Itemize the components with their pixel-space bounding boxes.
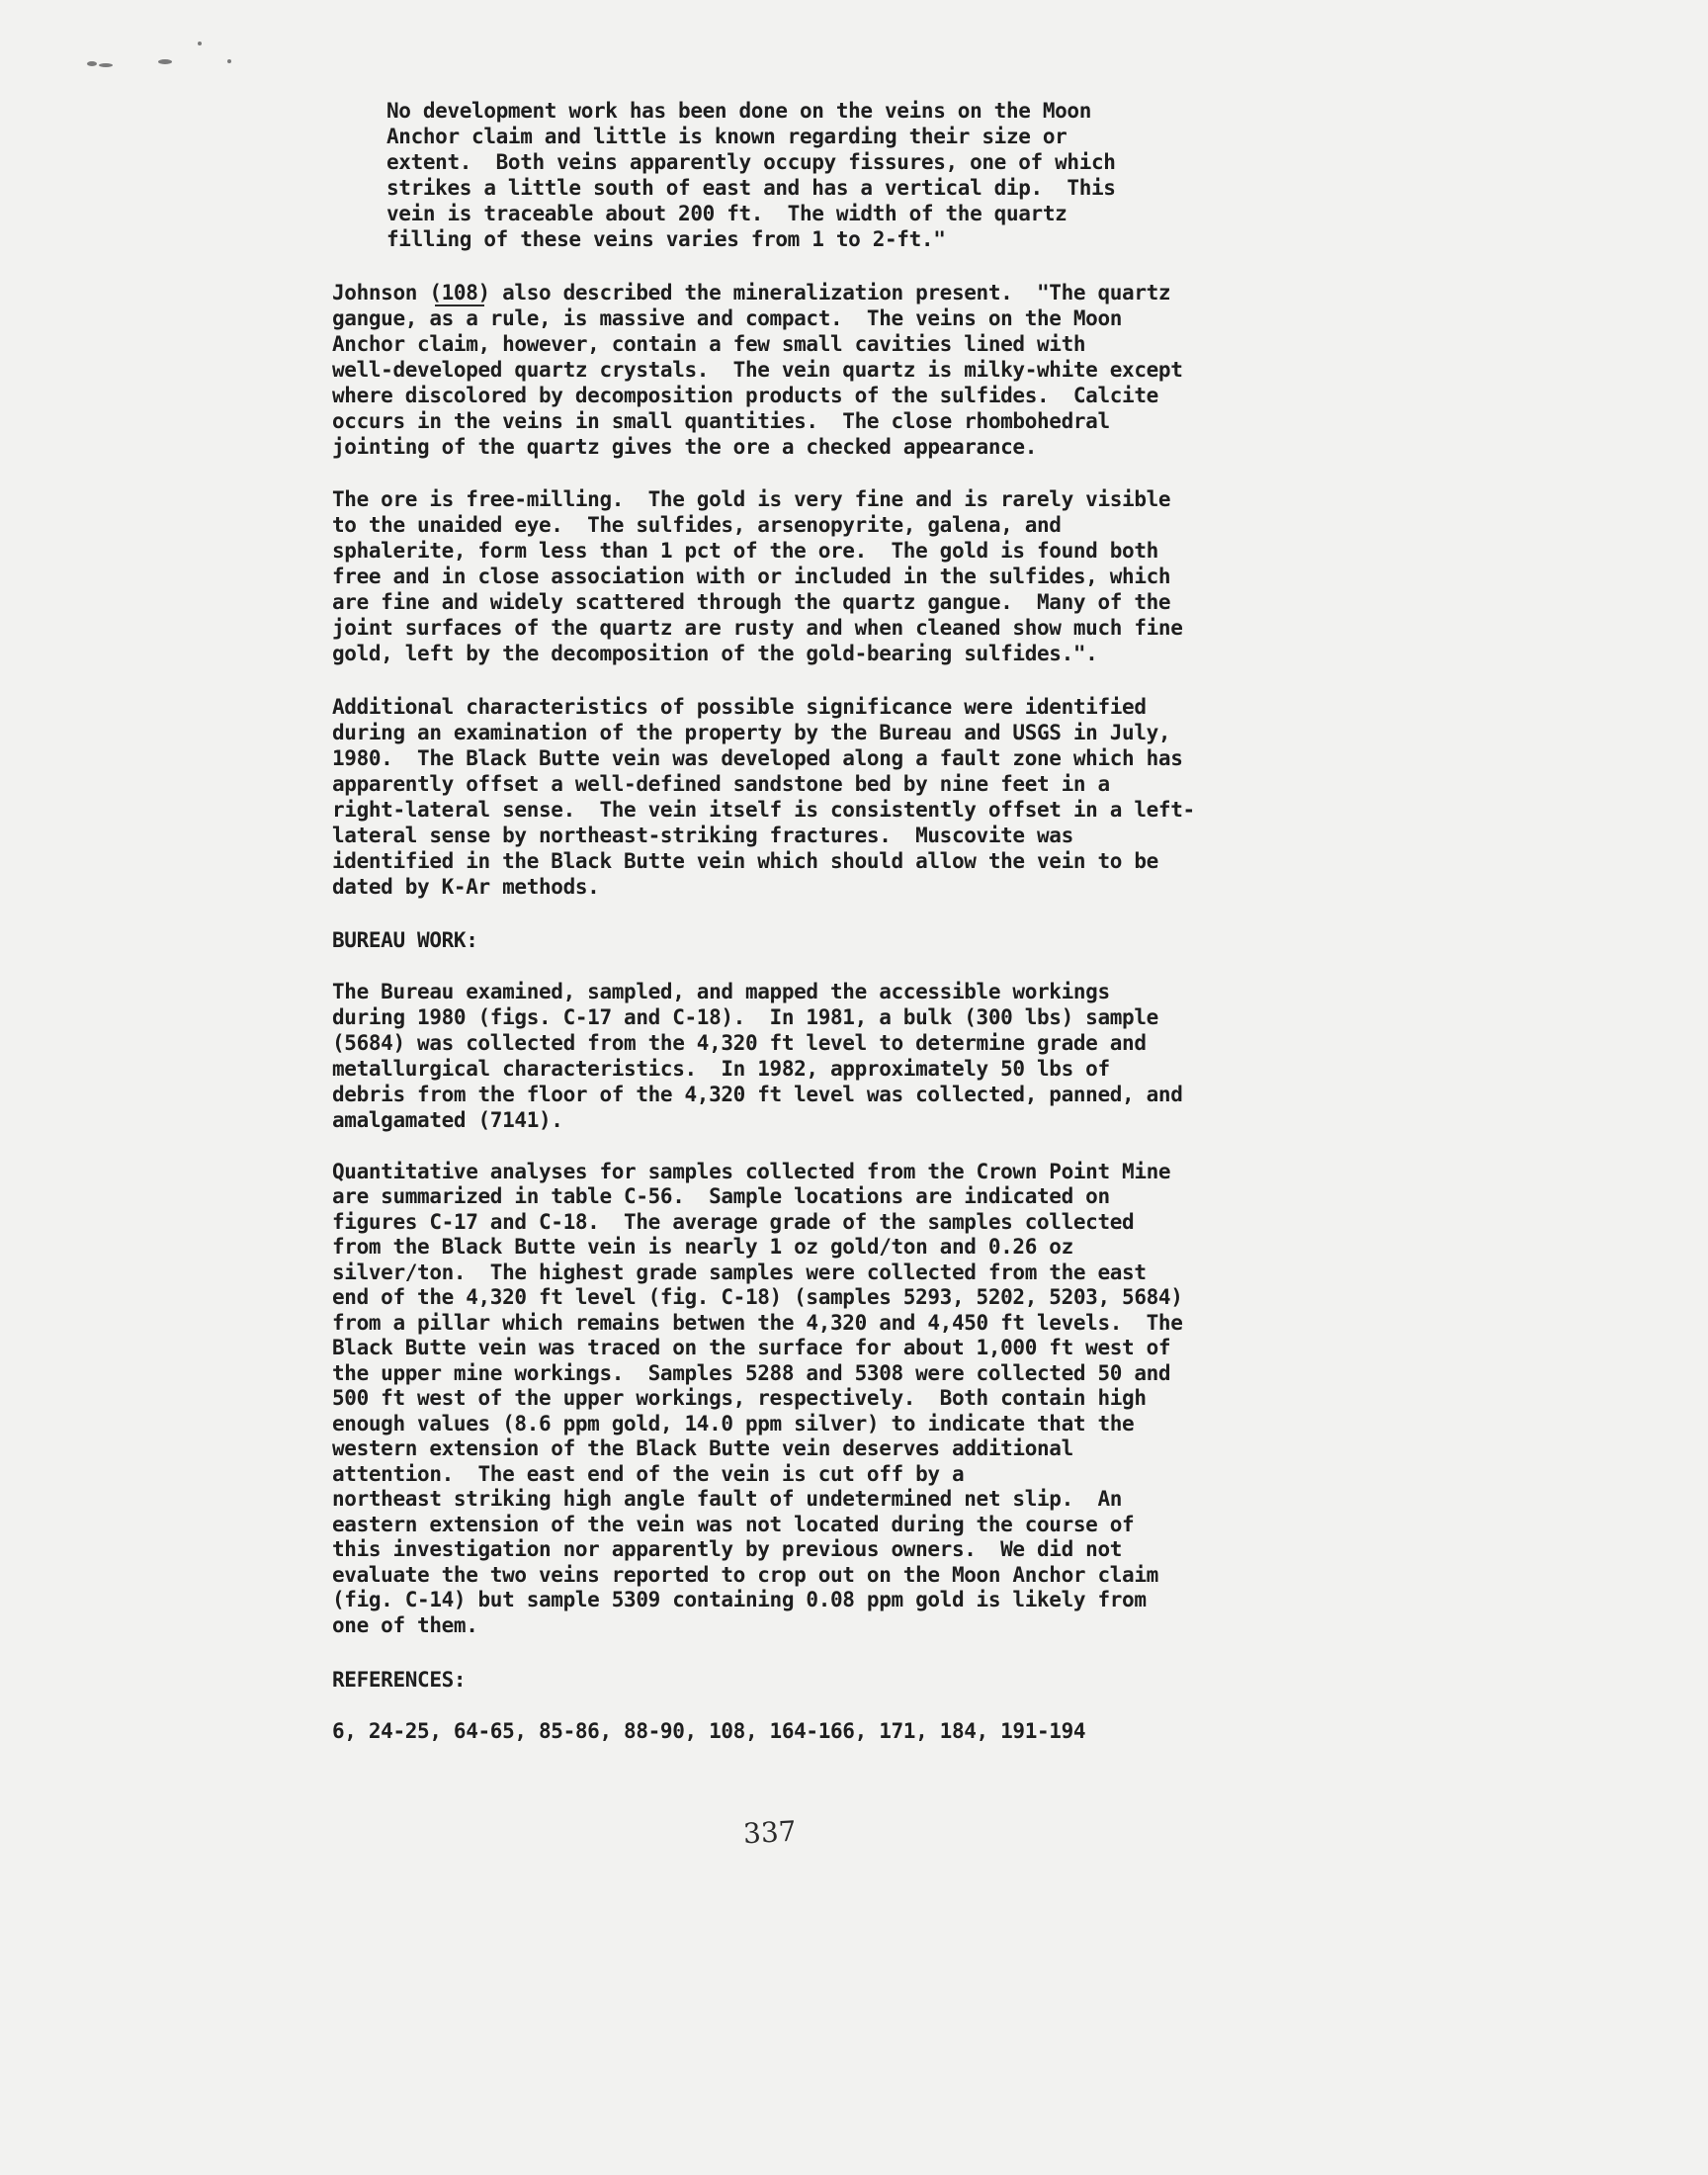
text-line: during 1980 (figs. C-17 and C-18). In 1981, a bulk (300 lbs) sample	[332, 1005, 1158, 1029]
page-number: 337	[742, 1814, 798, 1851]
text-line: filling of these veins varies from 1 to 2-ft."	[386, 227, 946, 251]
text-line: enough values (8.6 ppm gold, 14.0 ppm silver) to indicate that the	[332, 1412, 1135, 1436]
section-heading-references: REFERENCES:	[332, 1668, 467, 1692]
text-line: free and in close association with or included in the sulfides, which	[332, 565, 1171, 588]
text-line: The Bureau examined, sampled, and mapped the accessible workings	[332, 980, 1110, 1003]
scan-speck	[227, 59, 231, 63]
text-line: to the unaided eye. The sulfides, arsenopyrite, galena, and	[332, 513, 1062, 537]
text-line: gold, left by the decomposition of the gold-bearing sulfides.".	[332, 642, 1098, 665]
text-line: debris from the floor of the 4,320 ft level was collected, panned, and	[332, 1083, 1183, 1106]
text-line: right-lateral sense. The vein itself is consistently offset in a left-	[332, 798, 1195, 822]
text-line: well-developed quartz crystals. The vein quartz is milky-white except	[332, 358, 1183, 382]
text-line: are fine and widely scattered through the quartz gangue. Many of the	[332, 590, 1171, 614]
text-line: lateral sense by northeast-striking fractures. Muscovite was	[332, 824, 1073, 847]
text-line: silver/ton. The highest grade samples were collected from the east	[332, 1261, 1147, 1284]
text-line: eastern extension of the vein was not located during the course of	[332, 1513, 1135, 1536]
text-line: vein is traceable about 200 ft. The width of the quartz	[386, 202, 1068, 225]
scan-speck	[87, 61, 97, 66]
text-line: dated by K-Ar methods.	[332, 875, 600, 899]
text-line: northeast striking high angle fault of undetermined net slip. An	[332, 1487, 1123, 1511]
text-line: where discolored by decomposition products of the sulfides. Calcite	[332, 384, 1158, 407]
text-line: occurs in the veins in small quantities. The close rhombohedral	[332, 409, 1110, 433]
text-line: Quantitative analyses for samples collected from the Crown Point Mine	[332, 1160, 1171, 1183]
text-line: end of the 4,320 ft level (fig. C-18) (samples 5293, 5202, 5203, 5684)	[332, 1285, 1183, 1309]
text-line: figures C-17 and C-18. The average grade of the samples collected	[332, 1210, 1135, 1234]
text-line: The ore is free-milling. The gold is very fine and is rarely visible	[332, 487, 1171, 511]
text-line: one of them.	[332, 1613, 478, 1637]
section-heading-bureau-work: BUREAU WORK:	[332, 928, 478, 952]
text-line: Black Butte vein was traced on the surface for about 1,000 ft west of	[332, 1336, 1171, 1359]
scan-speck	[158, 59, 172, 64]
text-line: identified in the Black Butte vein which should allow the vein to be	[332, 849, 1158, 873]
text-line: apparently offset a well-defined sandstone bed by nine feet in a	[332, 772, 1110, 796]
text-line: 1980. The Black Butte vein was developed along a fault zone which has	[332, 746, 1183, 770]
text-line: are summarized in table C-56. Sample locations are indicated on	[332, 1184, 1110, 1208]
text-line: this investigation nor apparently by previous owners. We did not	[332, 1537, 1123, 1561]
text-line: (5684) was collected from the 4,320 ft level to determine grade and	[332, 1031, 1147, 1055]
text-line: Anchor claim and little is known regarding their size or	[386, 125, 1068, 148]
text-line: gangue, as a rule, is massive and compact. The veins on the Moon	[332, 306, 1123, 330]
scan-speck	[198, 42, 202, 45]
text-line: attention. The east end of the vein is cut off by a	[332, 1462, 965, 1486]
text-line: western extension of the Black Butte vein deserves additional	[332, 1436, 1073, 1460]
text-line: from a pillar which remains betwen the 4,320 and 4,450 ft levels. The	[332, 1311, 1183, 1335]
text-line: amalgamated (7141).	[332, 1108, 563, 1132]
text-line: (fig. C-14) but sample 5309 containing 0.08 ppm gold is likely from	[332, 1588, 1147, 1611]
text-line: metallurgical characteristics. In 1982, approximately 50 lbs of	[332, 1057, 1110, 1081]
text-line: Additional characteristics of possible significance were identified	[332, 695, 1147, 719]
text-line: No development work has been done on the veins on the Moon	[386, 99, 1091, 123]
text-line: jointing of the quartz gives the ore a checked appearance.	[332, 435, 1037, 459]
text-line: Johnson (108) also described the mineralization present. "The quartz	[332, 281, 1171, 304]
text-line: sphalerite, form less than 1 pct of the ore. The gold is found both	[332, 539, 1158, 563]
text-line: 500 ft west of the upper workings, respectively. Both contain high	[332, 1386, 1147, 1410]
text-line: evaluate the two veins reported to crop out on the Moon Anchor claim	[332, 1563, 1158, 1587]
text-line: the upper mine workings. Samples 5288 and 5308 were collected 50 and	[332, 1361, 1171, 1385]
text-line: Anchor claim, however, contain a few small cavities lined with	[332, 332, 1086, 356]
text-line: during an examination of the property by the Bureau and USGS in July,	[332, 721, 1171, 744]
references-list: 6, 24-25, 64-65, 85-86, 88-90, 108, 164-166, 171, 184, 191-194	[332, 1719, 1086, 1743]
text-line: joint surfaces of the quartz are rusty and when cleaned show much fine	[332, 616, 1183, 640]
text-line: strikes a little south of east and has a vertical dip. This	[386, 176, 1116, 200]
scan-speck	[99, 63, 113, 67]
text-line: from the Black Butte vein is nearly 1 oz gold/ton and 0.26 oz	[332, 1235, 1073, 1259]
text-line: extent. Both veins apparently occupy fissures, one of which	[386, 150, 1116, 174]
